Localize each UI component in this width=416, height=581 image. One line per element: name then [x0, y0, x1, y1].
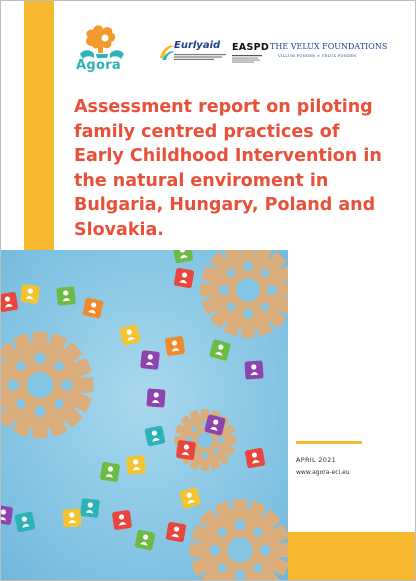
easpd-logo-icon [232, 55, 262, 63]
yellow-footer-bar [288, 532, 416, 581]
footer-divider [296, 441, 362, 444]
gears-and-people-blocks-image [0, 250, 288, 581]
easpd-wordmark: EASPD [232, 42, 270, 53]
website-url[interactable]: www.agora-eci.eu [296, 469, 350, 476]
yellow-accent-bar [24, 0, 54, 250]
report-title: Assessment report on piloting family centred practices of Early Childhood Intervention in the natural enviroment in Bulgaria, Hungary, Poland and Slovakia. [74, 97, 382, 240]
velux-foundations-subline: VILLUM FONDEN ✕ VELUX FONDEN [278, 54, 357, 58]
eurlyaid-wordmark: Eurlyaid [174, 40, 221, 51]
agora-wordmark: Agora [76, 58, 121, 73]
publication-date: APRIL 2021 [296, 456, 337, 464]
velux-foundations-wordmark: THE VELUX FOUNDATIONS [270, 42, 388, 51]
eurlyaid-tagline-lines [174, 54, 226, 60]
